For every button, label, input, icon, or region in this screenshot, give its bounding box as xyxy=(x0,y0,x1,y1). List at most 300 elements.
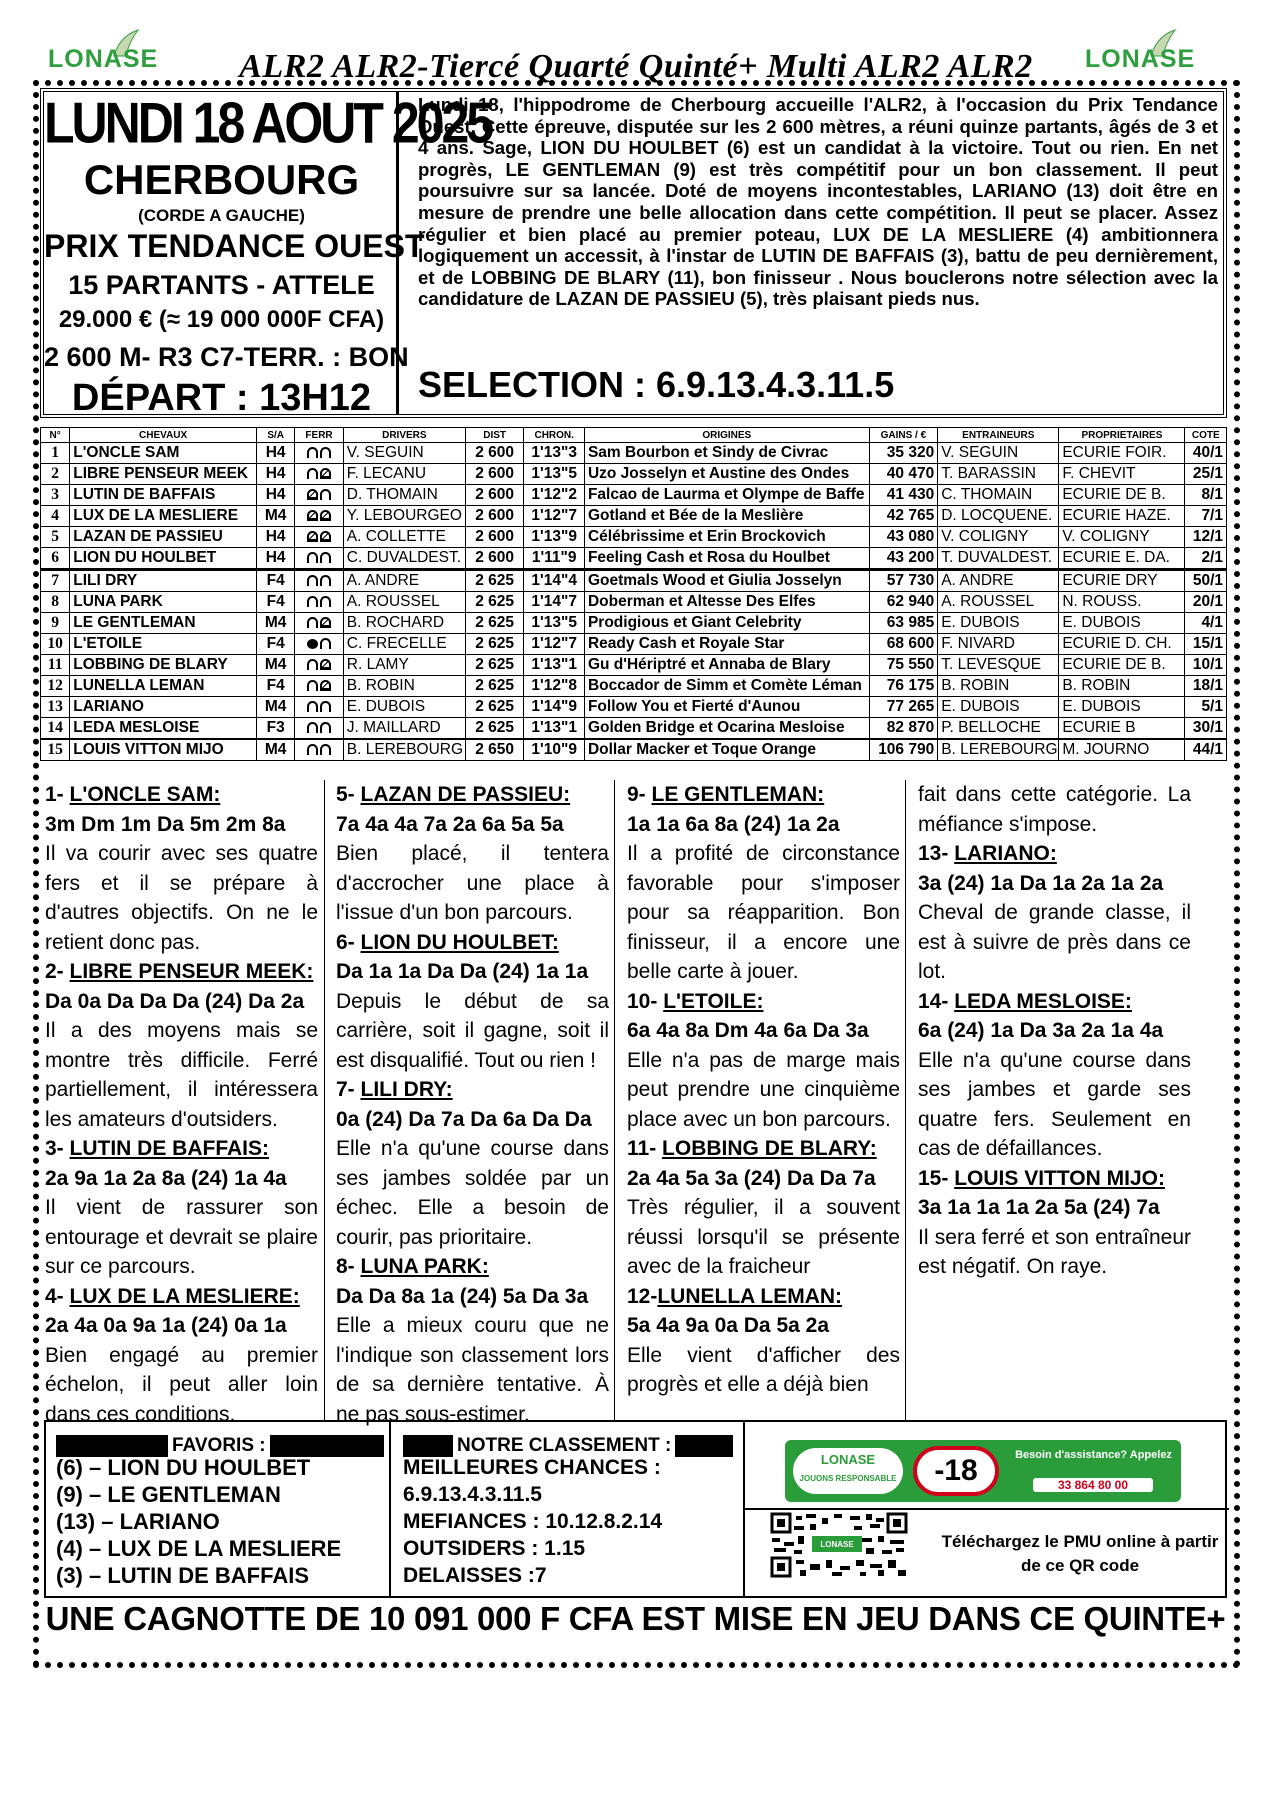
sa-cell: M4 xyxy=(256,739,294,761)
table-row xyxy=(41,506,1227,527)
commentary-number: 9- xyxy=(627,783,652,806)
proprietaire-cell: ECURIE FOIR. xyxy=(1059,443,1185,464)
dist-cell: 2 625 xyxy=(465,676,524,697)
table-row xyxy=(41,464,1227,485)
commentary-horse-name: LE GENTLEMAN: xyxy=(651,783,825,806)
commentary-text: Elle n'a qu'une course dans ses jambes soldée par un échec. Elle a besoin de courir, pas prioritaire. xyxy=(336,1137,609,1249)
horse-commentary xyxy=(918,1164,1191,1282)
ferrure-cell xyxy=(295,634,343,655)
commentary-column-3 xyxy=(627,780,900,1400)
dist-cell: 2 625 xyxy=(465,613,524,634)
classement-item: 6.9.13.4.3.11.5 xyxy=(403,1483,542,1506)
chron-cell: 1'13"1 xyxy=(524,655,585,676)
chron-cell: 1'12"8 xyxy=(524,676,585,697)
cheval-cell: LE GENTLEMAN xyxy=(70,613,257,634)
horse-commentary xyxy=(336,1252,609,1429)
gains-cell: 75 550 xyxy=(869,655,938,676)
driver-cell: B. LEREBOURG xyxy=(343,739,465,761)
n-cell: 14 xyxy=(41,718,70,740)
horse-commentary xyxy=(627,1282,900,1400)
horseshoe-partial-icon xyxy=(320,531,331,542)
table-row xyxy=(41,570,1227,592)
favoris-item: (6) – LION DU HOULBET xyxy=(56,1455,311,1480)
horseshoe-partial-icon xyxy=(320,617,331,628)
table-row xyxy=(41,655,1227,676)
gains-cell: 68 600 xyxy=(869,634,938,655)
race-depart: DÉPART : 13H12 xyxy=(71,377,372,419)
origines-cell: Prodigious et Giant Celebrity xyxy=(584,613,869,634)
origines-cell: Feeling Cash et Rosa du Houlbet xyxy=(584,548,869,570)
dist-cell: 2 625 xyxy=(465,718,524,740)
driver-cell: B. ROCHARD xyxy=(343,613,465,634)
commentary-heading xyxy=(627,780,900,810)
commentary-number: 13- xyxy=(918,842,955,865)
commentary-text: Depuis le début de sa carrière, soit il gagne, soit il est disqualifié. Tout ou rien ! xyxy=(336,989,609,1072)
gains-cell: 76 175 xyxy=(869,676,938,697)
chron-cell: 1'13"5 xyxy=(524,613,585,634)
proprietaire-cell: ECURIE DE B. xyxy=(1059,485,1185,506)
driver-cell: C. FRECELLE xyxy=(343,634,465,655)
commentary-form: 6a (24) 1a Da 3a 2a 1a 4a xyxy=(918,1019,1164,1042)
ferrure-cell xyxy=(295,527,343,548)
banner-help-text: Besoin d'assistance? Appelez xyxy=(1015,1449,1172,1461)
commentary-column-2 xyxy=(336,780,609,1429)
origines-cell: Gotland et Bée de la Meslière xyxy=(584,506,869,527)
commentary-heading xyxy=(45,780,318,810)
chron-cell: 1'13"3 xyxy=(524,443,585,464)
ferrure-cell xyxy=(295,613,343,634)
entraineur-cell: B. LEREBOURG xyxy=(938,739,1059,761)
horse-commentary xyxy=(627,1134,900,1282)
gains-cell: 57 730 xyxy=(869,570,938,592)
entraineur-cell: D. LOCQUENE. xyxy=(938,506,1059,527)
table-row xyxy=(41,485,1227,506)
cote-cell: 18/1 xyxy=(1185,676,1227,697)
horseshoe-icon xyxy=(320,722,331,733)
horseshoe-icon xyxy=(307,744,318,755)
commentary-number: 14- xyxy=(918,989,955,1013)
commentary-horse-name: LIBRE PENSEUR MEEK: xyxy=(69,960,314,983)
commentary-form: 0a (24) Da 7a Da 6a Da Da xyxy=(336,1107,592,1131)
cheval-cell: LEDA MESLOISE xyxy=(70,718,257,740)
cheval-cell: LARIANO xyxy=(70,697,257,718)
commentary-form: 2a 4a 5a 3a (24) Da Da 7a xyxy=(627,1166,876,1190)
horse-commentary xyxy=(918,987,1191,1164)
proprietaire-cell: B. ROBIN xyxy=(1059,676,1185,697)
commentary-text: Elle n'a pas de marge mais peut prendre une cinquième place avec un bon parcours. xyxy=(627,1048,900,1131)
qr-code-icon[interactable] xyxy=(770,1512,908,1578)
horse-commentary xyxy=(336,928,609,1076)
commentary-number: 10- xyxy=(627,989,664,1013)
column-header: S/A xyxy=(256,428,294,443)
commentary-form: 3m Dm 1m Da 5m 2m 8a xyxy=(45,812,286,836)
cheval-cell: LIBRE PENSEUR MEEK xyxy=(70,464,257,485)
entraineur-cell: T. LEVESQUE xyxy=(938,655,1059,676)
entraineur-cell: V. COLIGNY xyxy=(938,527,1059,548)
chron-cell: 1'14"9 xyxy=(524,697,585,718)
commentary-number: 15- xyxy=(918,1166,955,1190)
classement-item: DELAISSES :7 xyxy=(403,1564,547,1587)
dist-cell: 2 600 xyxy=(465,527,524,548)
cheval-cell: L'ONCLE SAM xyxy=(70,443,257,464)
driver-cell: C. DUVALDEST. xyxy=(343,548,465,570)
driver-cell: A. ROUSSEL xyxy=(343,592,465,613)
driver-cell: Y. LEBOURGEO xyxy=(343,506,465,527)
dist-cell: 2 625 xyxy=(465,697,524,718)
horseshoe-partial-icon xyxy=(307,489,318,500)
origines-cell: Falcao de Laurma et Olympe de Baffe xyxy=(584,485,869,506)
horseshoe-partial-icon xyxy=(320,680,331,691)
entraineur-cell: A. ROUSSEL xyxy=(938,592,1059,613)
origines-cell: Gu d'Hériptré et Annaba de Blary xyxy=(584,655,869,676)
sa-cell: F3 xyxy=(256,718,294,740)
gains-cell: 82 870 xyxy=(869,718,938,740)
horseshoe-full-icon xyxy=(307,639,318,649)
origines-cell: Boccador de Simm et Comète Léman xyxy=(584,676,869,697)
commentary-horse-name: LUTIN DE BAFFAIS: xyxy=(69,1137,270,1160)
horseshoe-icon xyxy=(320,701,331,712)
commentary-number: 8- xyxy=(336,1255,361,1278)
commentary-number: 2- xyxy=(45,960,70,983)
commentary-heading xyxy=(627,987,900,1017)
commentary-horse-name: LUX DE LA MESLIERE: xyxy=(69,1284,300,1308)
commentary-horse-name: LILI DRY: xyxy=(360,1078,453,1101)
commentary-horse-name: L'ETOILE: xyxy=(663,989,764,1013)
favoris-item: (13) – LARIANO xyxy=(56,1509,220,1534)
cote-cell: 30/1 xyxy=(1185,718,1227,740)
table-row xyxy=(41,697,1227,718)
cheval-cell: LAZAN DE PASSIEU xyxy=(70,527,257,548)
commentary-horse-name: LARIANO: xyxy=(954,842,1057,865)
race-corde: (CORDE A GAUCHE) xyxy=(138,206,305,225)
table-header xyxy=(41,428,1227,443)
commentary-text: Il a des moyens mais se montre très difficile. Ferré partiellement, il intéressera les amateurs d'outsiders. xyxy=(45,1019,318,1131)
driver-cell: B. ROBIN xyxy=(343,676,465,697)
horseshoe-icon xyxy=(307,701,318,712)
proprietaire-cell: E. DUBOIS xyxy=(1059,613,1185,634)
sa-cell: H4 xyxy=(256,464,294,485)
cote-cell: 2/1 xyxy=(1185,548,1227,570)
commentary-form: 1a 1a 6a 8a (24) 1a 2a xyxy=(627,812,840,836)
table-row xyxy=(41,592,1227,613)
commentary-column-1 xyxy=(45,780,318,1429)
race-partants: 15 PARTANTS - ATTELE xyxy=(68,270,375,300)
n-cell: 13 xyxy=(41,697,70,718)
dist-cell: 2 600 xyxy=(465,485,524,506)
horseshoe-partial-icon xyxy=(320,659,331,670)
proprietaire-cell: N. ROUSS. xyxy=(1059,592,1185,613)
favoris-item: (9) – LE GENTLEMAN xyxy=(56,1482,281,1507)
driver-cell: R. LAMY xyxy=(343,655,465,676)
horseshoe-icon xyxy=(307,722,318,733)
sa-cell: M4 xyxy=(256,506,294,527)
entraineur-cell: E. DUBOIS xyxy=(938,697,1059,718)
cote-cell: 20/1 xyxy=(1185,592,1227,613)
header-title: ALR2 ALR2-Tiercé Quarté Quinté+ Multi ALR2 ALR2 xyxy=(239,48,1033,85)
n-cell: 15 xyxy=(41,739,70,761)
commentary-text: Elle a mieux couru que ne l'indique son classement lors de sa dernière tentative. À ne pas sous-estimer. xyxy=(336,1314,609,1426)
entraineur-cell: F. NIVARD xyxy=(938,634,1059,655)
n-cell: 8 xyxy=(41,592,70,613)
driver-cell: A. COLLETTE xyxy=(343,527,465,548)
gains-cell: 43 080 xyxy=(869,527,938,548)
commentary-form: 3a (24) 1a Da 1a 2a 1a 2a xyxy=(918,871,1164,895)
sa-cell: M4 xyxy=(256,697,294,718)
cote-cell: 25/1 xyxy=(1185,464,1227,485)
dist-cell: 2 625 xyxy=(465,570,524,592)
table-row xyxy=(41,527,1227,548)
driver-cell: F. LECANU xyxy=(343,464,465,485)
commentary-number: 5- xyxy=(336,783,361,806)
ferrure-cell xyxy=(295,655,343,676)
horseshoe-icon xyxy=(320,744,331,755)
chron-cell: 1'13"5 xyxy=(524,464,585,485)
cheval-cell: LUTIN DE BAFFAIS xyxy=(70,485,257,506)
proprietaire-cell: ECURIE B xyxy=(1059,718,1185,740)
cheval-cell: LOUIS VITTON MIJO xyxy=(70,739,257,761)
race-allocation: 29.000 € (≈ 19 000 000F CFA) xyxy=(58,306,385,333)
n-cell: 3 xyxy=(41,485,70,506)
commentary-heading xyxy=(336,780,609,810)
table-row xyxy=(41,548,1227,570)
ferrure-cell xyxy=(295,697,343,718)
cheval-cell: LUNELLA LEMAN xyxy=(70,676,257,697)
banner-logo-badge xyxy=(793,1448,903,1494)
cote-cell: 7/1 xyxy=(1185,506,1227,527)
n-cell: 9 xyxy=(41,613,70,634)
race-date: LUNDI 18 AOUT 2025 xyxy=(44,90,492,156)
sa-cell: H4 xyxy=(256,527,294,548)
entraineur-cell: C. THOMAIN xyxy=(938,485,1059,506)
chron-cell: 1'13"1 xyxy=(524,718,585,740)
entraineur-cell: T. DUVALDEST. xyxy=(938,548,1059,570)
dist-cell: 2 600 xyxy=(465,506,524,527)
table-row xyxy=(41,676,1227,697)
proprietaire-cell: V. COLIGNY xyxy=(1059,527,1185,548)
n-cell: 12 xyxy=(41,676,70,697)
ferrure-cell xyxy=(295,676,343,697)
dist-cell: 2 600 xyxy=(465,548,524,570)
chron-cell: 1'13"9 xyxy=(524,527,585,548)
classement-item: MEFIANCES : 10.12.8.2.14 xyxy=(403,1510,663,1533)
cheval-cell: LILI DRY xyxy=(70,570,257,592)
origines-cell: Sam Bourbon et Sindy de Civrac xyxy=(584,443,869,464)
n-cell: 5 xyxy=(41,527,70,548)
commentary-horse-name: LUNELLA LEMAN: xyxy=(657,1284,843,1308)
horseshoe-icon xyxy=(307,552,318,563)
race-description: Lundi 18, l'hippodrome de Cherbourg accueille l'ALR2, à l'occasion du Prix Tendance Ouest. Cette épreuve, disputée sur les 2 600 mètres, a réuni quinze partants, âgés de 3 et 4 ans. Sage, LION DU HOULBET (6) est un candidat à la victoire. Tout ou rien. En net progrès, LE GENTLEMAN (9) est très compétitif pour un bon classement. Il peut poursuivre sur sa lancée. Doté de moyens incontestables, LARIANO (13) doit être en mesure de prendre une belle allocation dans cette compétition. Il peut se placer. Assez régulier et bien placé au premier poteau, LUX DE LA MESLIERE (4) ambitionnera logiquement un accessit, à l'instar de LUTIN DE BAFFAIS (3), battu de peu dernièrement, et de LOBBING DE BLARY (11), bon finisseur . Nous bouclerons notre sélection avec la candidature de LAZAN DE PASSIEU (5), très plaisant pieds nus. xyxy=(418,94,1218,310)
gains-cell: 35 320 xyxy=(869,443,938,464)
commentary-number: 4- xyxy=(45,1284,70,1308)
classement-item: MEILLEURES CHANCES : xyxy=(403,1456,661,1479)
commentary-number: 6- xyxy=(336,930,361,954)
commentary-text: Il sera ferré et son entraîneur est négatif. On raye. xyxy=(918,1225,1191,1278)
entraineur-cell: P. BELLOCHE xyxy=(938,718,1059,740)
logo-text: LONASE xyxy=(48,45,159,73)
column-header: PROPRIETAIRES xyxy=(1059,428,1185,443)
chron-cell: 1'12"2 xyxy=(524,485,585,506)
commentary-heading xyxy=(45,957,318,987)
commentary-heading xyxy=(918,1164,1191,1194)
proprietaire-cell: ECURIE DRY xyxy=(1059,570,1185,592)
entraineur-cell: T. BARASSIN xyxy=(938,464,1059,485)
favoris-title: FAVORIS : xyxy=(168,1435,270,1457)
cote-cell: 4/1 xyxy=(1185,613,1227,634)
commentary-form: 3a 1a 1a 1a 2a 5a (24) 7a xyxy=(918,1196,1160,1219)
sa-cell: H4 xyxy=(256,485,294,506)
commentary-number: 7- xyxy=(336,1078,361,1101)
horseshoe-icon xyxy=(320,489,331,500)
horseshoe-icon xyxy=(307,447,318,458)
cheval-cell: LUNA PARK xyxy=(70,592,257,613)
horseshoe-icon xyxy=(307,680,318,691)
classement-title: NOTRE CLASSEMENT : xyxy=(453,1435,675,1457)
sa-cell: H4 xyxy=(256,443,294,464)
commentary-heading xyxy=(918,987,1191,1017)
commentary-form: 2a 4a 0a 9a 1a (24) 0a 1a xyxy=(45,1314,287,1337)
age-label: -18 xyxy=(934,1454,978,1487)
table-row xyxy=(41,613,1227,634)
horseshoe-icon xyxy=(307,659,318,670)
table-row xyxy=(41,634,1227,655)
origines-cell: Dollar Macker et Toque Orange xyxy=(584,739,869,761)
gains-cell: 62 940 xyxy=(869,592,938,613)
dist-cell: 2 600 xyxy=(465,464,524,485)
commentary-heading xyxy=(627,1282,900,1312)
age-restriction-icon xyxy=(913,1446,999,1496)
commentary-number: 3- xyxy=(45,1137,70,1160)
proprietaire-cell: ECURIE D. CH. xyxy=(1059,634,1185,655)
column-divider xyxy=(614,780,615,1420)
proprietaire-cell: ECURIE DE B. xyxy=(1059,655,1185,676)
ferrure-cell xyxy=(295,485,343,506)
proprietaire-cell: M. JOURNO xyxy=(1059,739,1185,761)
entraineur-cell: E. DUBOIS xyxy=(938,613,1059,634)
horse-commentary xyxy=(45,780,318,957)
classement-item: OUTSIDERS : 1.15 xyxy=(403,1537,586,1560)
banner-subtitle: JOUONS RESPONSABLE xyxy=(799,1474,897,1483)
commentary-horse-name: LUNA PARK: xyxy=(360,1255,489,1278)
commentary-heading xyxy=(336,1252,609,1282)
n-cell: 4 xyxy=(41,506,70,527)
table-row xyxy=(41,718,1227,740)
cheval-cell: L'ETOILE xyxy=(70,634,257,655)
sa-cell: F4 xyxy=(256,634,294,655)
gains-cell: 41 430 xyxy=(869,485,938,506)
gains-cell: 63 985 xyxy=(869,613,938,634)
horseshoe-icon xyxy=(307,617,318,628)
ferrure-cell xyxy=(295,739,343,761)
commentary-form: 2a 9a 1a 2a 8a (24) 1a 4a xyxy=(45,1166,287,1190)
horse-commentary xyxy=(627,780,900,987)
column-header: CHRON. xyxy=(524,428,585,443)
horseshoe-partial-icon xyxy=(307,510,318,521)
horseshoe-icon xyxy=(307,468,318,479)
qr-logo-text: LONASE xyxy=(820,1540,854,1549)
commentary-heading xyxy=(45,1134,318,1164)
horse-commentary xyxy=(918,839,1191,987)
origines-cell: Goetmals Wood et Giulia Josselyn xyxy=(584,570,869,592)
dist-cell: 2 625 xyxy=(465,655,524,676)
cote-cell: 10/1 xyxy=(1185,655,1227,676)
commentary-text: Il a profité de circonstance favorable pour s'imposer pour sa réapparition. Bon finisseur, il a encore une belle carte à jouer. xyxy=(627,842,900,983)
origines-cell: Golden Bridge et Ocarina Mesloise xyxy=(584,718,869,740)
origines-cell: Uzo Josselyn et Austine des Ondes xyxy=(584,464,869,485)
commentary-text: fait dans cette catégorie. La méfiance s'impose. xyxy=(918,783,1191,836)
dist-cell: 2 650 xyxy=(465,739,524,761)
column-header: GAINS / € xyxy=(869,428,938,443)
cote-cell: 8/1 xyxy=(1185,485,1227,506)
n-cell: 2 xyxy=(41,464,70,485)
origines-cell: Follow You et Fierté d'Aunou xyxy=(584,697,869,718)
column-header: N° xyxy=(41,428,70,443)
commentary-heading xyxy=(627,1134,900,1164)
commentary-horse-name: LION DU HOULBET: xyxy=(360,930,559,954)
commentary-horse-name: LEDA MESLOISE: xyxy=(954,989,1132,1013)
commentary-number: 11- xyxy=(627,1137,663,1160)
gains-cell: 106 790 xyxy=(869,739,938,761)
cote-cell: 12/1 xyxy=(1185,527,1227,548)
cheval-cell: LION DU HOULBET xyxy=(70,548,257,570)
ferrure-cell xyxy=(295,443,343,464)
sa-cell: F4 xyxy=(256,570,294,592)
commentary-horse-name: LOBBING DE BLARY: xyxy=(662,1137,877,1160)
race-prix: PRIX TENDANCE OUEST xyxy=(44,228,425,264)
column-header: ENTRAINEURS xyxy=(938,428,1059,443)
entraineur-cell: B. ROBIN xyxy=(938,676,1059,697)
sa-cell: H4 xyxy=(256,548,294,570)
origines-cell: Doberman et Altesse Des Elfes xyxy=(584,592,869,613)
sa-cell: F4 xyxy=(256,676,294,697)
origines-cell: Célébrissime et Erin Brockovich xyxy=(584,527,869,548)
gains-cell: 43 200 xyxy=(869,548,938,570)
entraineur-cell: V. SEGUIN xyxy=(938,443,1059,464)
race-city: CHERBOURG xyxy=(83,156,360,203)
commentary-text: Elle vient d'afficher des progrès et elle a déjà bien xyxy=(627,1343,900,1396)
sa-cell: M4 xyxy=(256,655,294,676)
driver-cell: J. MAILLARD xyxy=(343,718,465,740)
chron-cell: 1'10"9 xyxy=(524,739,585,761)
horseshoe-icon xyxy=(320,596,331,607)
horseshoe-icon xyxy=(320,575,331,586)
banner-logo-text: LONASE xyxy=(820,1452,876,1467)
commentary-heading xyxy=(336,928,609,958)
table-row xyxy=(41,443,1227,464)
horseshoe-icon xyxy=(307,575,318,586)
commentary-text: Il vient de rassurer son entourage et devrait se plaire sur ce parcours. xyxy=(45,1196,318,1278)
dist-cell: 2 625 xyxy=(465,634,524,655)
sa-cell: F4 xyxy=(256,592,294,613)
chron-cell: 1'14"4 xyxy=(524,570,585,592)
commentary-number: 1- xyxy=(45,783,70,806)
sa-cell: M4 xyxy=(256,613,294,634)
commentary-text: Bien engagé au premier échelon, il peut aller loin dans ces conditions. xyxy=(45,1343,318,1426)
commentary-text: Il va courir avec ses quatre fers et il se prépare à d'autres objectifs. On ne le retient donc pas. xyxy=(45,842,318,954)
origines-cell: Ready Cash et Royale Star xyxy=(584,634,869,655)
horse-commentary xyxy=(336,1075,609,1252)
column-header: COTE xyxy=(1185,428,1227,443)
commentary-horse-name: L'ONCLE SAM: xyxy=(69,783,221,806)
gains-cell: 42 765 xyxy=(869,506,938,527)
favoris-item: (4) – LUX DE LA MESLIERE xyxy=(56,1536,342,1561)
column-divider xyxy=(905,780,906,1420)
cote-cell: 40/1 xyxy=(1185,443,1227,464)
cheval-cell: LOBBING DE BLARY xyxy=(70,655,257,676)
proprietaire-cell: E. DUBOIS xyxy=(1059,697,1185,718)
chron-cell: 1'11"9 xyxy=(524,548,585,570)
horseshoe-partial-icon xyxy=(307,531,318,542)
horseshoe-partial-icon xyxy=(320,510,331,521)
